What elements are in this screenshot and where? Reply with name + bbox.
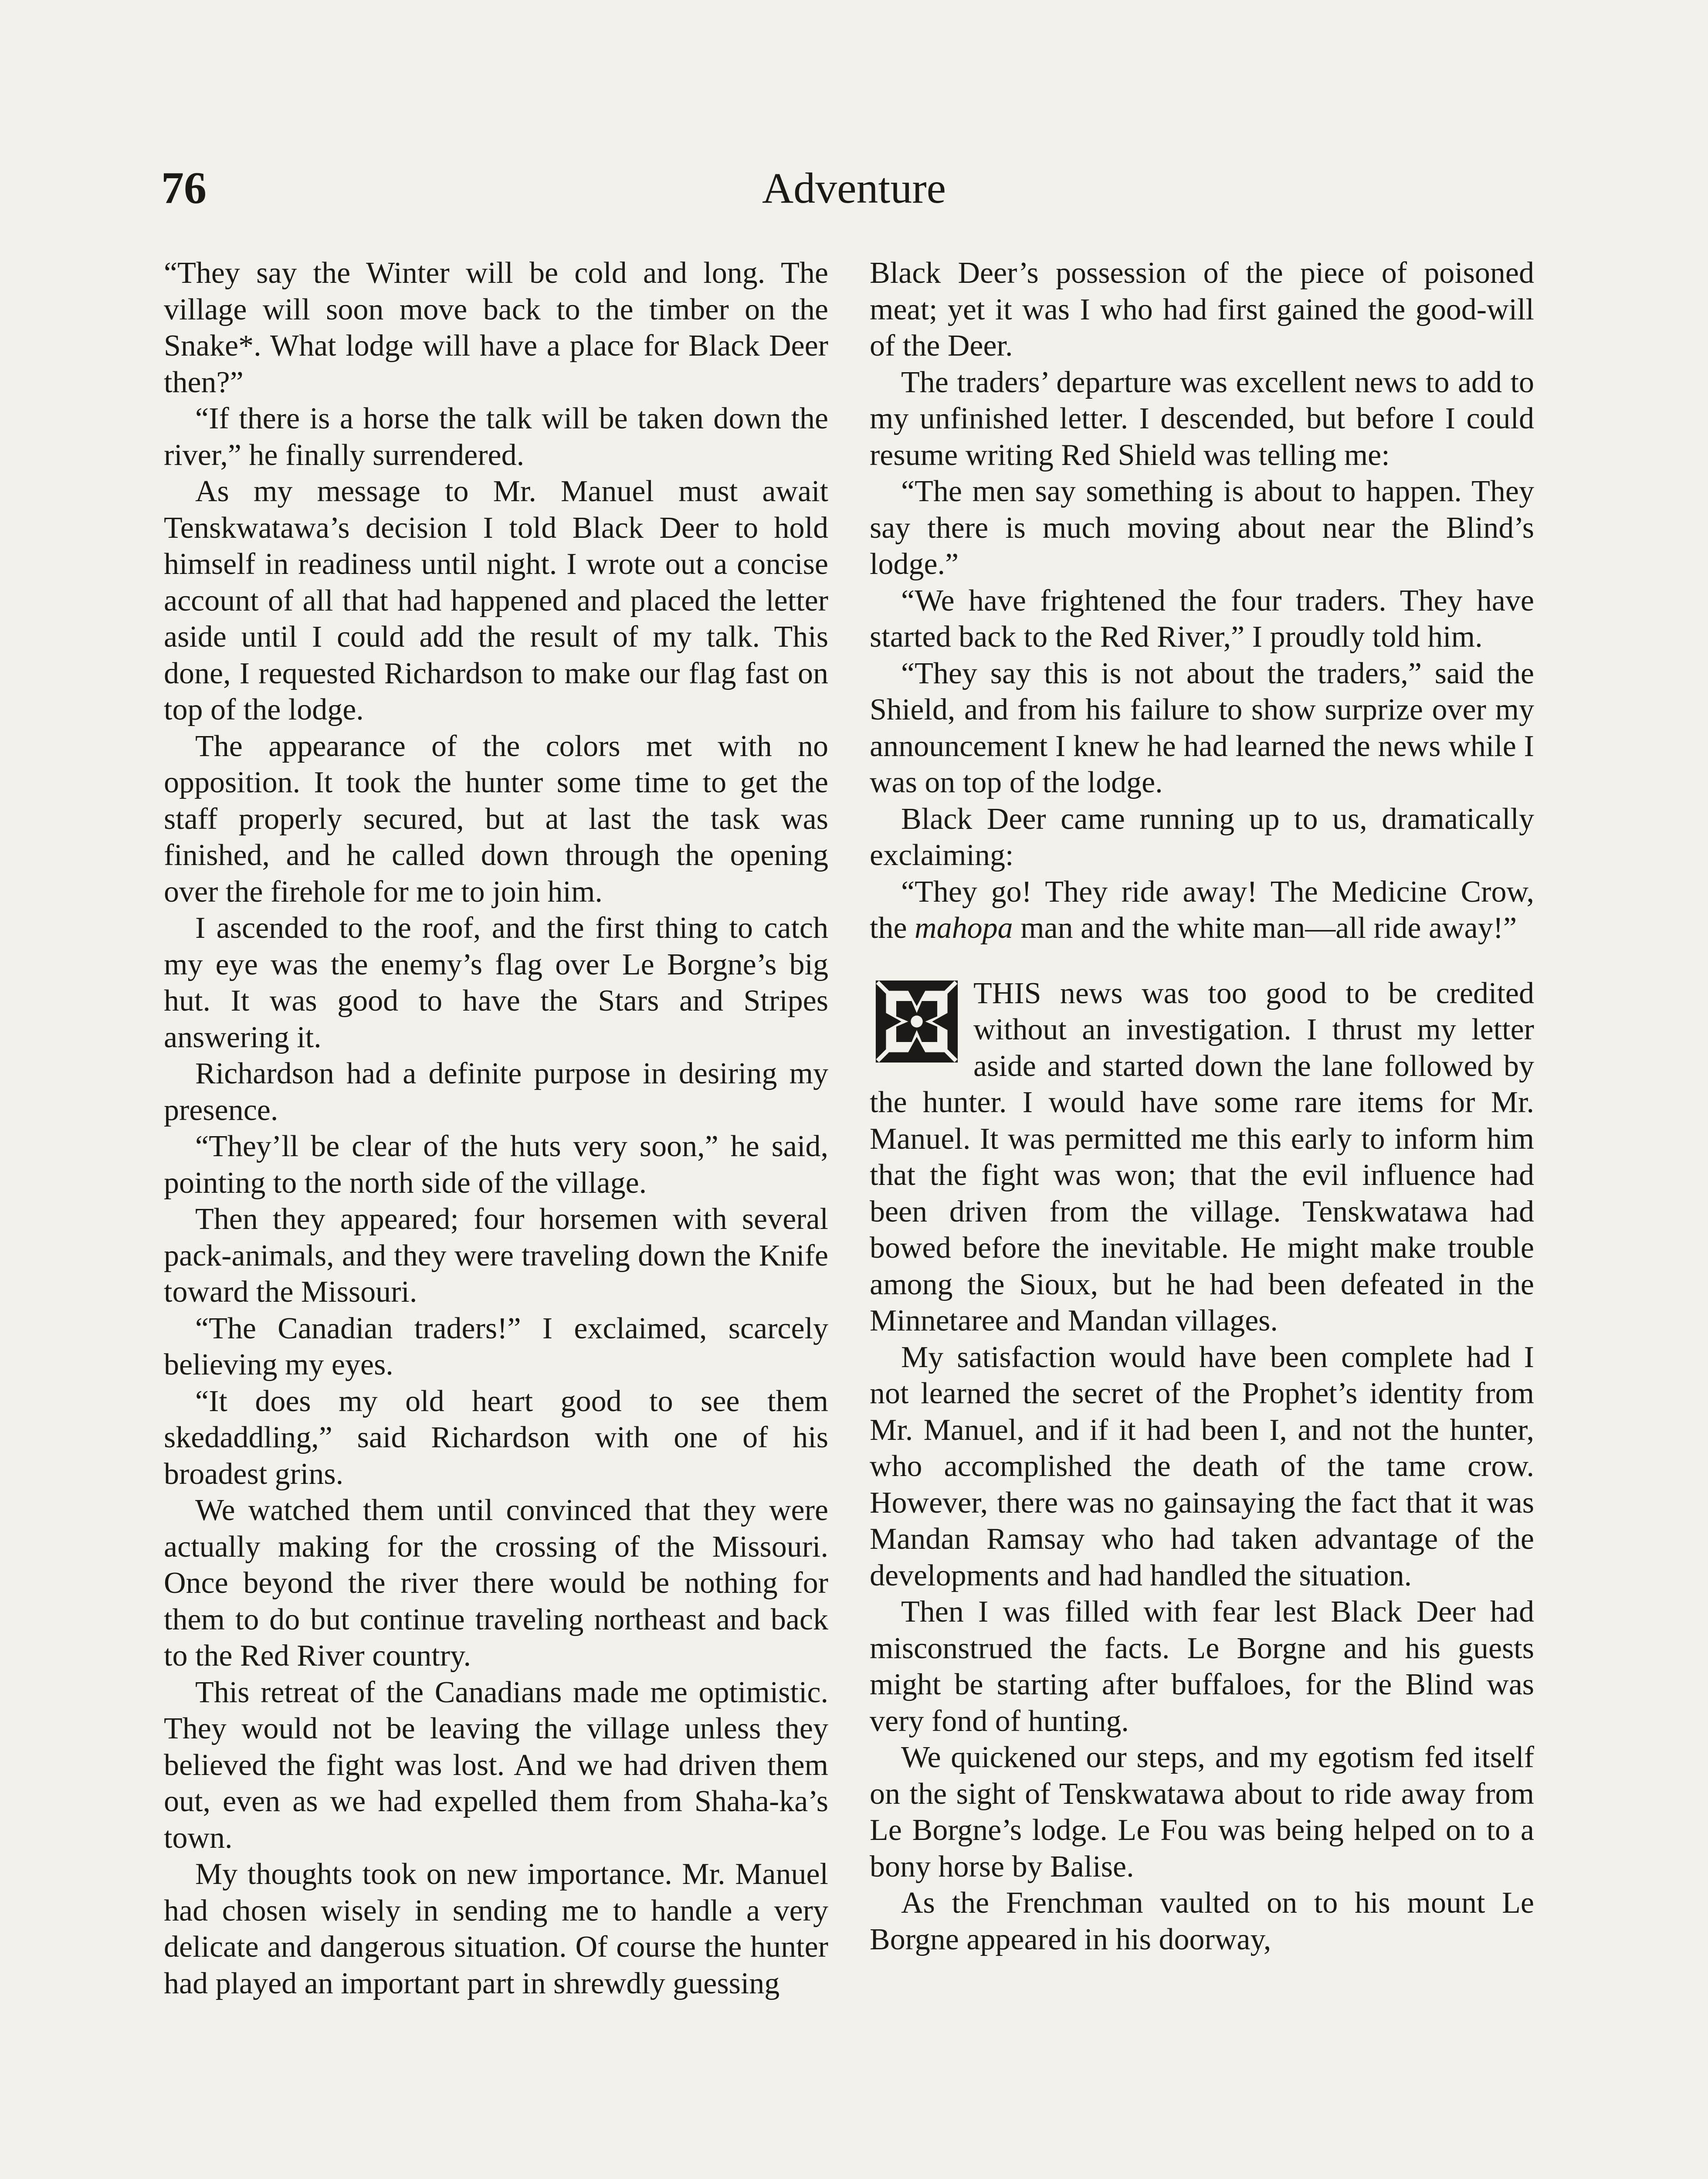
paragraph: The traders’ departure was excellent news to add to my unfinished letter. I descended, but before I could resume writing Red Shield was telling me: bbox=[870, 365, 1534, 472]
italic-term: mahopa bbox=[915, 911, 1013, 945]
paragraph: This retreat of the Canadians made me optimistic. They would not be leaving the village unless they believed the fight was lost. And we had driven them out, even as we had expelled them from Shaha-ka’s town. bbox=[164, 1675, 828, 1855]
paragraph: “The men say something is about to happen. They say there is much moving about near the Blind’s lodge.” bbox=[870, 475, 1534, 581]
paragraph: THIS news was too good to be credited without an investigation. I thrust my letter aside and started down the lane followed by the hunter. I would have some rare items for Mr. Manuel. It was permitted me this early to inform him that the fight was won; that the evil influence had been driven from the village. Tenskwatawa had bowed before the inevitable. He might make trouble among the Sioux, but he had been defeated in the Minnetaree and Mandan villages. bbox=[870, 976, 1534, 1337]
paragraph: “They say this is not about the traders,” said the Shield, and from his failure to show surprize over my announcement I knew he had learned the news while I was on top of the lodge. bbox=[870, 656, 1534, 799]
paragraph: Then I was filled with fear lest Black Deer had misconstrued the facts. Le Borgne and his guests might be starting after buffaloes, for the Blind was very fond of hunting. bbox=[870, 1595, 1534, 1738]
paragraph: As the Frenchman vaulted on to his mount Le Borgne appeared in his doorway, bbox=[870, 1886, 1534, 1956]
section-break bbox=[870, 975, 1534, 1339]
paragraph: As my message to Mr. Manuel must await Tenskwatawa’s decision I told Black Deer to hold himself in readiness until night. I wrote out a concise account of all that had happened and placed the letter aside until I could add the result of my talk. This done, I requested Richardson to make our flag fast on top of the lodge. bbox=[164, 475, 828, 726]
paragraph: Black Deer’s possession of the piece of poisoned meat; yet it was I who had first gained the good-will of the Deer. bbox=[870, 256, 1534, 363]
paragraph: Black Deer came running up to us, dramatically exclaiming: bbox=[870, 802, 1534, 872]
paragraph: “They’ll be clear of the huts very soon,” he said, pointing to the north side of the village. bbox=[164, 1130, 828, 1200]
paragraph: Then they appeared; four horsemen with several pack-animals, and they were traveling down the Knife toward the Missouri. bbox=[164, 1202, 828, 1309]
paragraph: We watched them until convinced that they were actually making for the crossing of the Missouri. Once beyond the river there would be nothing for them to do but continue traveling northeast and back to the Red River country. bbox=[164, 1493, 828, 1673]
paragraph: “We have frightened the four traders. They have started back to the Red River,” I proudly told him. bbox=[870, 584, 1534, 654]
paragraph: “The Canadian traders!” I exclaimed, scarcely believing my eyes. bbox=[164, 1311, 828, 1381]
page-number: 76 bbox=[161, 163, 207, 213]
paragraph: “It does my old heart good to see them skedaddling,” said Richardson with one of his broadest grins. bbox=[164, 1384, 828, 1491]
paragraph: We quickened our steps, and my egotism fed itself on the sight of Tenskwatawa about to ride away from Le Borgne’s lodge. Le Fou was being helped on to a bony horse by Balise. bbox=[870, 1741, 1534, 1884]
quote-text: man and the white man—all ride away!” bbox=[1013, 911, 1517, 945]
paragraph: My thoughts took on new importance. Mr. Manuel had chosen wisely in sending me to handle a very delicate and dangerous situation. Of course the hunter had played an important part in shrewdly guessing bbox=[164, 1857, 828, 2000]
paragraph: “If there is a horse the talk will be taken down the river,” he finally surrendered. bbox=[164, 402, 828, 472]
paragraph bbox=[870, 874, 1534, 947]
quote-text: “They go! They ride away! The Medicine Crow, the bbox=[870, 875, 1534, 945]
right-column bbox=[870, 255, 1534, 1958]
paragraph: My satisfaction would have been complete had I not learned the secret of the Prophet’s identity from Mr. Manuel, and if it had been I, and not the hunter, who accomplished the death of the tame crow. However, there was no gainsaying the fact that it was Mandan Ramsay who had taken advantage of the developments and had handled the situation. bbox=[870, 1340, 1534, 1592]
running-title: Adventure bbox=[762, 164, 946, 212]
left-column bbox=[164, 255, 828, 2002]
paragraph: I ascended to the roof, and the first thing to catch my eye was the enemy’s flag over Le Borgne’s big hut. It was good to have the Stars and Stripes answering it. bbox=[164, 911, 828, 1054]
paragraph: “They say the Winter will be cold and long. The village will soon move back to the timber on the Snake*. What lodge will have a place for Black Deer then?” bbox=[164, 256, 828, 399]
ornamental-section-break-icon bbox=[874, 979, 959, 1064]
paragraph: Richardson had a definite purpose in desiring my presence. bbox=[164, 1057, 828, 1127]
paragraph: The appearance of the colors met with no opposition. It took the hunter some time to get the staff properly secured, but at last the task was finished, and he called down through the opening over the firehole for me to join him. bbox=[164, 729, 828, 909]
